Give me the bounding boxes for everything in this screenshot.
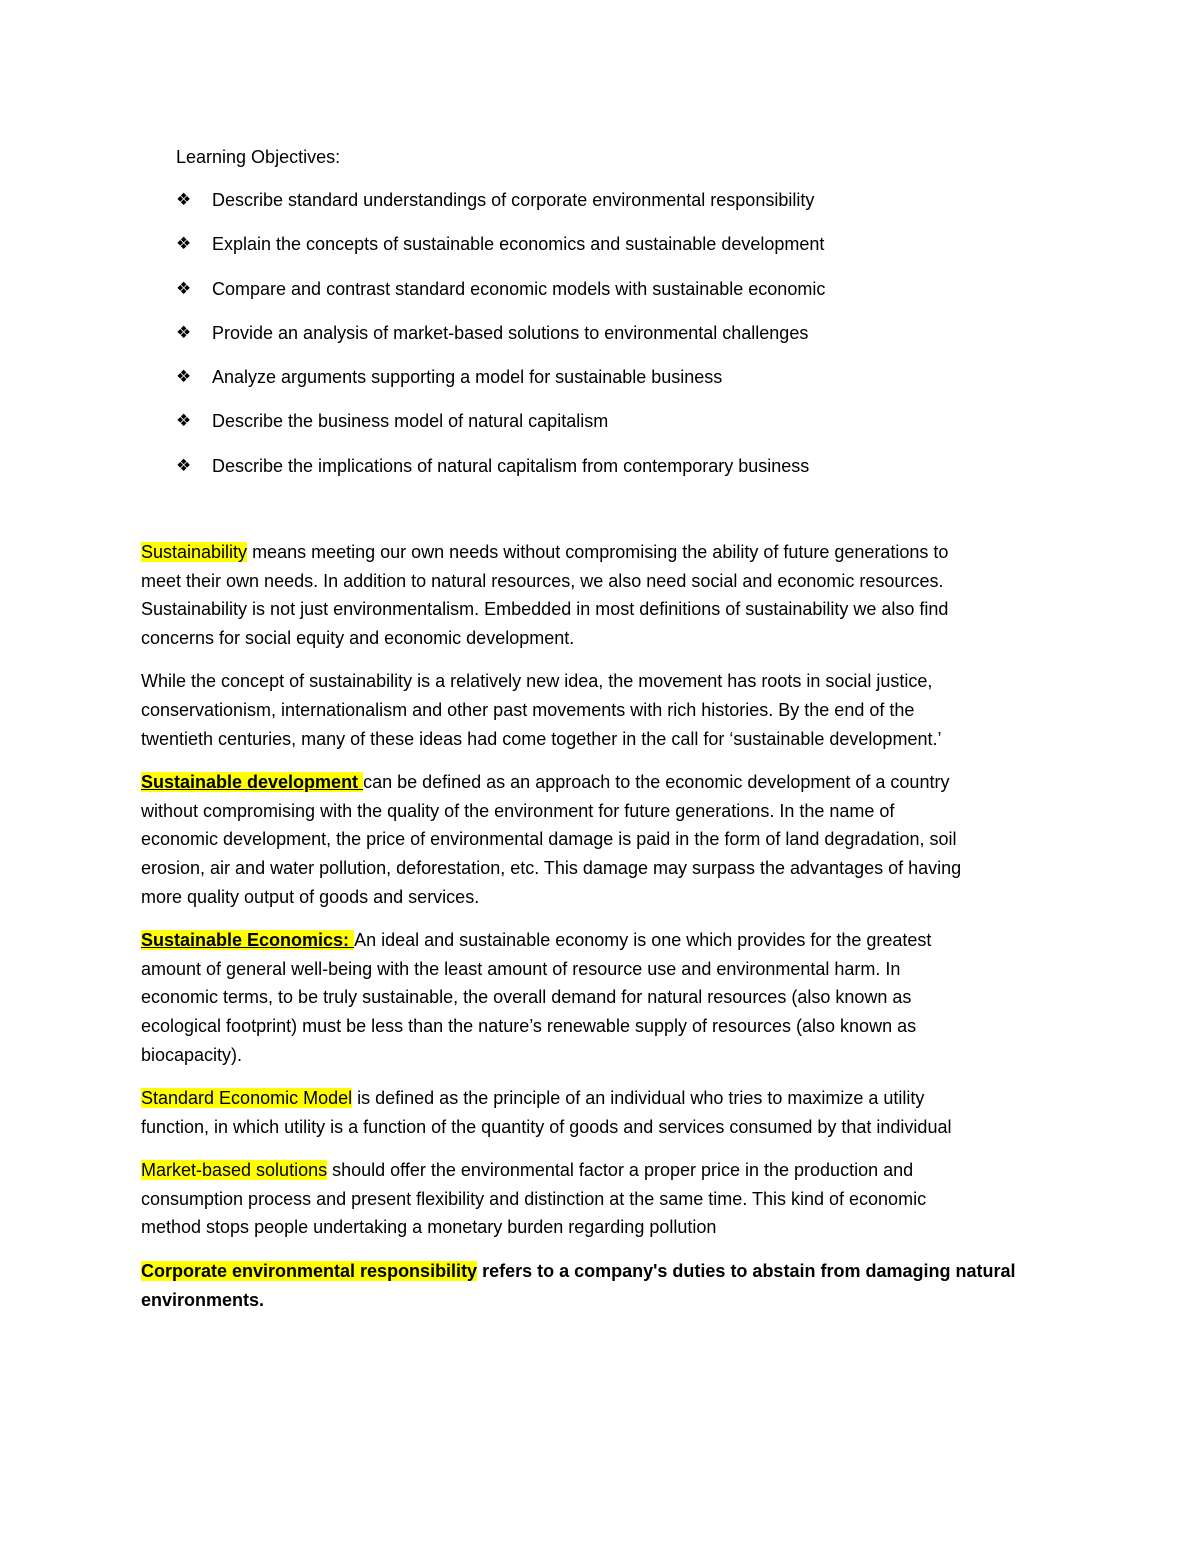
diamond-bullet-icon: ❖ [176,322,192,343]
sustainable-development-term: Sustainable development [141,772,364,793]
corporate-responsibility-paragraph: Corporate environmental responsibility refers to a company's duties to abstain from damaging natural environments. [141,1261,1016,1310]
sustainability-term: Sustainability [141,542,248,562]
market-solutions-paragraph: Market-based solutions should offer the environmental factor a proper price in the production and consumption process and present flexibility and distinction at the same time. This kind of economic method stops people undertaking a monetary burden regarding pollution [141,1160,927,1238]
diamond-bullet-icon: ❖ [176,278,192,299]
sustainability-paragraph: Sustainability means meeting our own needs without compromising the ability of future generations to meet their own needs. In addition to natural resources, we also need social and economic resources. Sustainability is not just environmentalism. Embedded in most definitions of sustainability we also find concerns for social equity and economic development. [141,542,949,648]
standard-economic-model-paragraph: Standard Economic Model is defined as the principle of an individual who tries to maximize a utility function, in which utility is a function of the quantity of goods and services consumed by that individual [141,1088,952,1137]
objective-text: Provide an analysis of market-based solutions to environmental challenges [212,322,809,343]
sustainable-economics-paragraph: Sustainable Economics: An ideal and sustainable economy is one which provides for the greatest amount of general well-being with the least amount of resource use and environmental harm. In economic terms, to be truly sustainable, the overall demand for natural resources (also known as ecological footprint) must be less than the nature’s renewable supply of resources (also known as biocapacity). [141,930,932,1065]
diamond-bullet-icon: ❖ [176,455,192,476]
sustainable-development-paragraph: Sustainable development can be defined as an approach to the economic development of a country without compromising with the quality of the environment for future generations. In the name of economic development, the price of environmental damage is paid in the form of land degradation, soil erosion, air and water pollution, deforestation, etc. This damage may surpass the advantages of having more quality output of goods and services. [141,772,962,907]
market-solutions-term: Market-based solutions [141,1160,328,1181]
objective-text: Describe the implications of natural capitalism from contemporary business [212,455,810,476]
definitions-section [141,538,1071,1329]
diamond-bullet-icon: ❖ [176,411,192,432]
objective-text: Compare and contrast standard economic models with sustainable economic [212,278,826,299]
objective-text: Analyze arguments supporting a model for sustainable business [212,367,723,388]
standard-economic-model-term: Standard Economic Model [141,1088,353,1109]
sustainable-economics-term: Sustainable Economics: [141,930,355,951]
diamond-bullet-icon: ❖ [176,367,192,388]
diamond-bullet-icon: ❖ [176,234,192,255]
diamond-bullet-icon: ❖ [176,190,192,210]
objective-text: Describe standard understandings of corporate environmental responsibility [212,190,815,210]
corporate-responsibility-term: Corporate environmental responsibility [141,1261,478,1282]
history-paragraph: While the concept of sustainability is a relatively new idea, the movement has roots in social justice, conservationism, internationalism and other past movements with rich histories. By the end of the twentieth centuries, many of these ideas had come together in the call for ‘sustainable development.’ [141,671,942,749]
objective-text: Explain the concepts of sustainable economics and sustainable development [212,234,825,255]
objective-text: Describe the business model of natural capitalism [212,411,609,432]
learning-objectives-heading: Learning Objectives: [176,147,341,167]
